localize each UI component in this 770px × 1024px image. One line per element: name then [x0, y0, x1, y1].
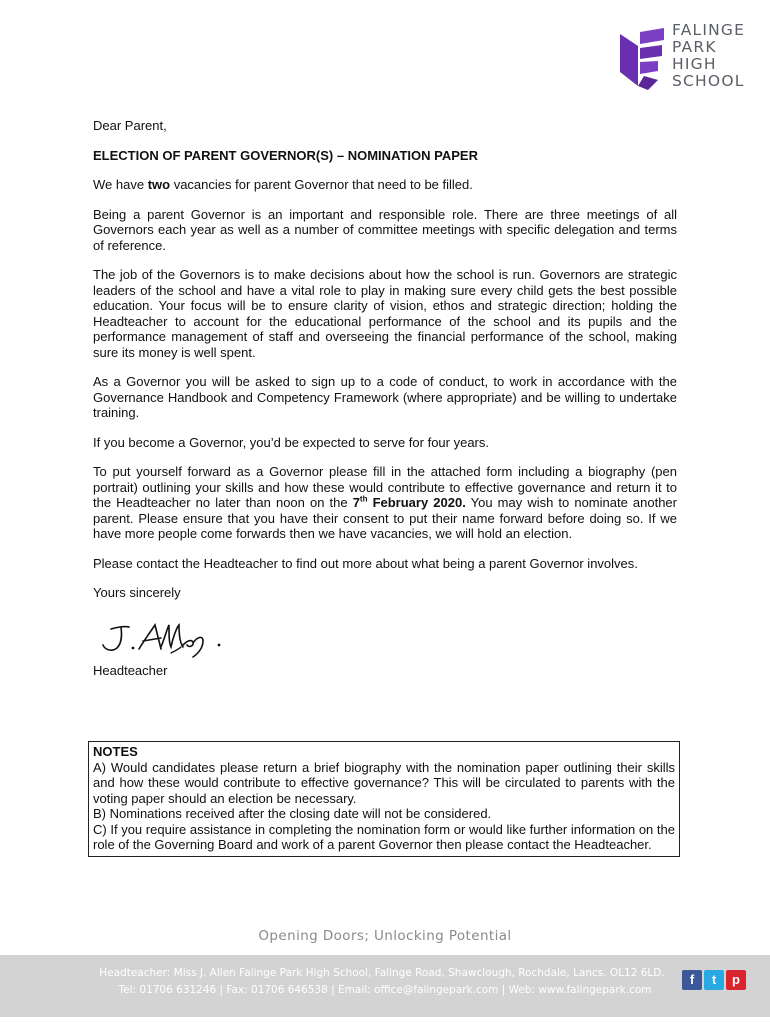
school-logo [618, 22, 758, 102]
date-suffix: th [359, 494, 368, 504]
text-span: vacancies for parent Governor that need to be filled. [170, 177, 473, 192]
notes-box [88, 741, 680, 857]
twitter-icon[interactable]: t [704, 970, 724, 990]
signature [93, 615, 677, 659]
logo-line: FALINGE [672, 21, 746, 39]
handwritten-signature-icon [95, 615, 225, 659]
social-links [682, 970, 746, 990]
paragraph-nomination [93, 464, 677, 542]
paragraph-vacancies [93, 177, 677, 193]
deadline-date [353, 495, 466, 510]
paragraph-conduct: As a Governor you will be asked to sign up to a code of conduct, to work in accordance with the Governance Handbook and Competency Framework (where appropriate) and be willing to undertake training. [93, 374, 677, 420]
paragraph-job: The job of the Governors is to make decisions about how the school is run. Governors are strategic leaders of the school and have a vital role to play in making sure every child gets the best possible education. Your focus will be to ensure clarity of vision, ethos and strategic direction; holding the Headteacher to account for the educational performance of the school and its pupils and the performance management of staff and overseeing the financial performance of the school, making sure its money is well spent. [93, 267, 677, 360]
date-day: 7 [352, 495, 360, 510]
note-b: B) Nominations received after the closing date will not be considered. [93, 806, 492, 821]
footer-contact: Tel: 01706 631246 | Fax: 01706 646538 | Email: office@falingepark.com | Web: www.falingepark.com [118, 984, 652, 996]
paragraph-role: Being a parent Governor is an important and responsible role. There are three meetings of all Governors each year as well as a number of committee meetings with specific delegation and terms of reference. [93, 206, 677, 253]
letter-title: ELECTION OF PARENT GOVERNOR(S) – NOMINATION PAPER [93, 147, 478, 163]
text-span: You may wish to nominate another parent. Please ensure that you have their consent to put their name forward before doing so. If we have more people come forwards then we have vacancies, we will hold an election. [93, 495, 677, 541]
footer-bar [0, 955, 770, 1017]
logo-line: SCHOOL [672, 72, 745, 90]
paragraph-term: If you become a Governor, you’d be expected to serve for four years. [93, 434, 489, 450]
closing: Yours sincerely [93, 585, 181, 600]
vacancy-count: two [147, 177, 171, 192]
note-a: A) Would candidates please return a brief biography with the nomination paper outlining their skills and how these would contribute to effective governance? This will be circulated to parents with the voting paper should an election be necessary. [93, 759, 675, 806]
school-name [672, 22, 745, 90]
notes-title: NOTES [93, 744, 138, 759]
facebook-icon[interactable]: f [682, 970, 702, 990]
text-span: We have [93, 177, 148, 192]
letter-body [93, 118, 677, 692]
footer-address: Headteacher: Miss J. Allen Falinge Park High School, Falinge Road, Shawclough, Rochdale, Lancs. OL12 6LD. [99, 967, 665, 979]
signatory-role: Headteacher [93, 662, 168, 678]
text-span: To put yourself forward as a Governor please fill in the attached form including a biography (pen portrait) outlining your skills and how these would contribute to effective governance and return it to the Headteacher no later than noon on the [93, 464, 677, 510]
note-c: C) If you require assistance in completing the nomination form or would like further information on the role of the Governing Board and work of a parent Governor then please contact the Headteacher. [93, 821, 675, 852]
pinterest-icon[interactable]: p [726, 970, 746, 990]
paragraph-contact: Please contact the Headteacher to find out more about what being a parent Governor involves. [93, 555, 638, 571]
school-tagline: Opening Doors; Unlocking Potential [258, 928, 512, 944]
logo-line: PARK [672, 38, 717, 56]
date-rest: February 2020. [367, 495, 466, 510]
salutation: Dear Parent, [93, 118, 167, 133]
logo-line: HIGH [672, 55, 717, 73]
school-crest-icon [618, 28, 666, 90]
